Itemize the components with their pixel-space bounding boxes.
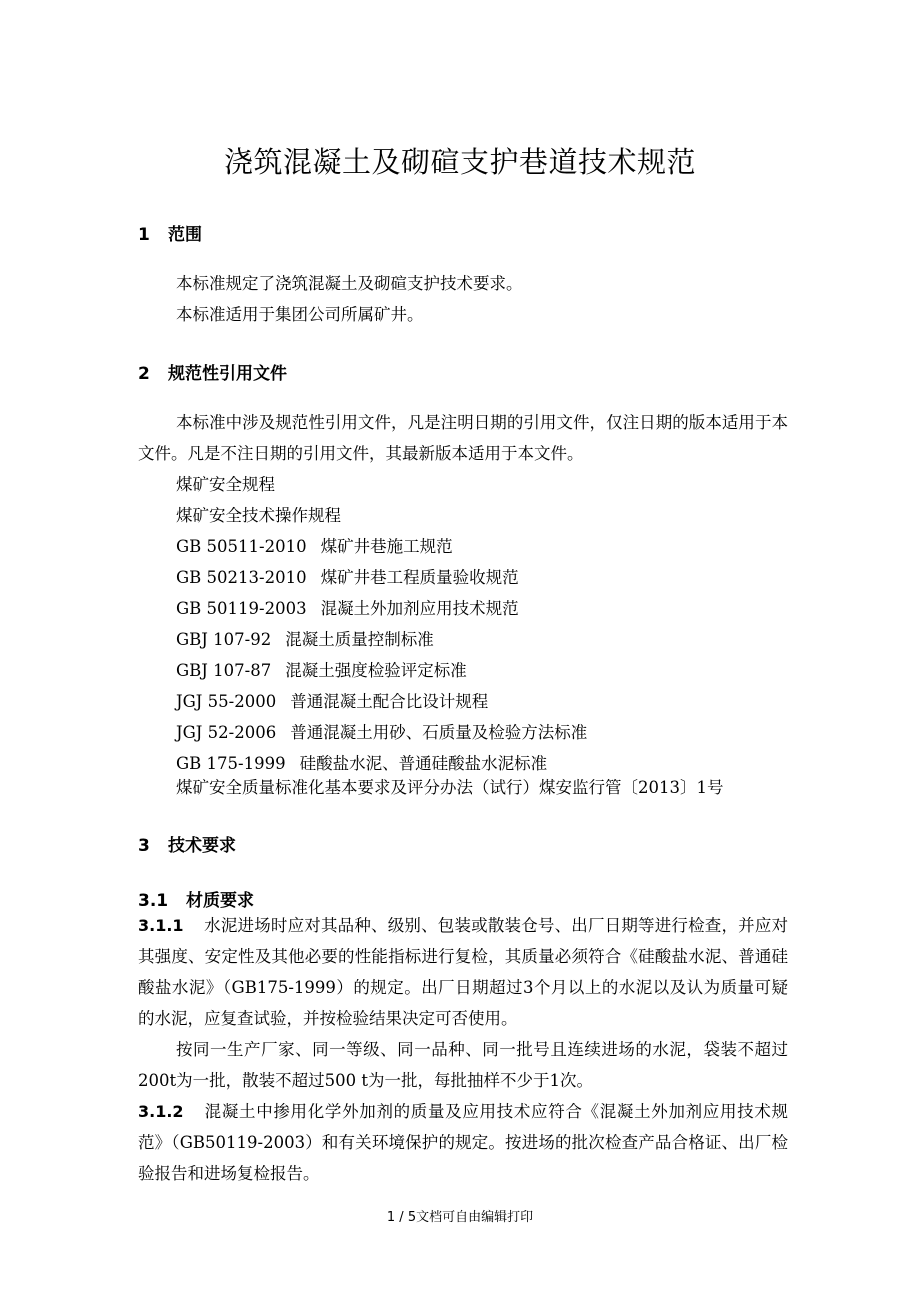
ref-item <box>176 772 724 803</box>
ref-name: 混凝土外加剂应用技术规范 <box>320 599 519 618</box>
clause-3-1-1-paragraph-2: 按同一生产厂家、同一等级、同一品种、同一批号且连续进场的水泥，袋装不超过200t为一批，散装不超过500 t为一批，每批抽样不少于1次。 <box>138 1040 788 1090</box>
section-title: 材质要求 <box>186 891 254 911</box>
clause-number: 3.1.1 <box>138 916 184 935</box>
ref-code: GB 175-1999 <box>176 754 286 773</box>
ref-code: GBJ 107-87 <box>176 661 272 680</box>
ref-code: GB 50511-2010 <box>176 537 307 556</box>
page-footer: 1 / 5文档可自由编辑打印 <box>386 1210 534 1225</box>
ref-name: 普通混凝土配合比设计规程 <box>290 692 489 711</box>
section-number: 2 <box>138 364 150 384</box>
ref-name: 煤矿安全规程 <box>176 475 275 494</box>
section-title: 范围 <box>168 225 202 245</box>
ref-name: 混凝土质量控制标准 <box>285 630 434 649</box>
ref-item <box>176 531 453 562</box>
section-number: 3.1 <box>138 891 169 911</box>
section-number: 3 <box>138 836 150 856</box>
ref-code: JGJ 52-2006 <box>176 723 277 742</box>
ref-item <box>176 686 488 717</box>
ref-name: 混凝土强度检验评定标准 <box>285 661 467 680</box>
ref-name: 煤矿井巷工程质量验收规范 <box>320 568 519 587</box>
ref-name: 普通混凝土用砂、石质量及检验方法标准 <box>290 723 588 742</box>
ref-name: 硅酸盐水泥、普通硅酸盐水泥标准 <box>299 754 548 773</box>
document-title: 浇筑混凝土及砌碹支护巷道技术规范 <box>223 145 696 179</box>
ref-item <box>176 655 467 686</box>
scope-paragraph-1: 本标准规定了浇筑混凝土及砌碹支护技术要求。 <box>176 274 523 293</box>
ref-name: 煤矿安全质量标准化基本要求及评分办法（试行）煤安监行管〔2013〕1号 <box>176 778 724 797</box>
ref-item <box>176 593 519 624</box>
subsection-heading-3-1 <box>138 886 254 911</box>
ref-item <box>176 469 275 500</box>
clause-3-1-1 <box>138 910 788 1034</box>
ref-item <box>176 500 341 531</box>
section-heading-1 <box>138 220 202 245</box>
clause-text: 水泥进场时应对其品种、级别、包装或散装仓号、出厂日期等进行检查，并应对其强度、安定性及其他必要的性能指标进行复检，其质量必须符合《硅酸盐水泥、普通硅酸盐水泥》（GB175-1999）的规定。出厂日期超过3个月以上的水泥以及认为质量可疑的水泥，应复查试验，并按检验结果决定可否使用。 <box>138 916 788 1028</box>
scope-paragraph-2: 本标准适用于集团公司所属矿井。 <box>176 305 424 324</box>
clause-text: 混凝土中掺用化学外加剂的质量及应用技术应符合《混凝土外加剂应用技术规范》（GB50119-2003）和有关环境保护的规定。按进场的批次检查产品合格证、出厂检验报告和进场复检报告。 <box>138 1102 788 1183</box>
section-title: 技术要求 <box>168 836 236 856</box>
clause-3-1-2 <box>138 1096 788 1189</box>
ref-name: 煤矿井巷施工规范 <box>320 537 453 556</box>
section-heading-3 <box>138 831 236 856</box>
refs-intro-paragraph: 本标准中涉及规范性引用文件，凡是注明日期的引用文件，仅注日期的版本适用于本文件。凡是不注日期的引用文件，其最新版本适用于本文件。 <box>138 413 788 463</box>
section-heading-2 <box>138 359 287 384</box>
ref-name: 煤矿安全技术操作规程 <box>176 506 341 525</box>
ref-code: GB 50119-2003 <box>176 599 307 618</box>
ref-item <box>176 562 519 593</box>
ref-code: GB 50213-2010 <box>176 568 307 587</box>
ref-code: JGJ 55-2000 <box>176 692 277 711</box>
ref-code: GBJ 107-92 <box>176 630 272 649</box>
section-number: 1 <box>138 225 150 245</box>
ref-item <box>176 624 434 655</box>
section-title: 规范性引用文件 <box>168 364 287 384</box>
ref-item <box>176 717 587 748</box>
clause-number: 3.1.2 <box>138 1102 184 1121</box>
